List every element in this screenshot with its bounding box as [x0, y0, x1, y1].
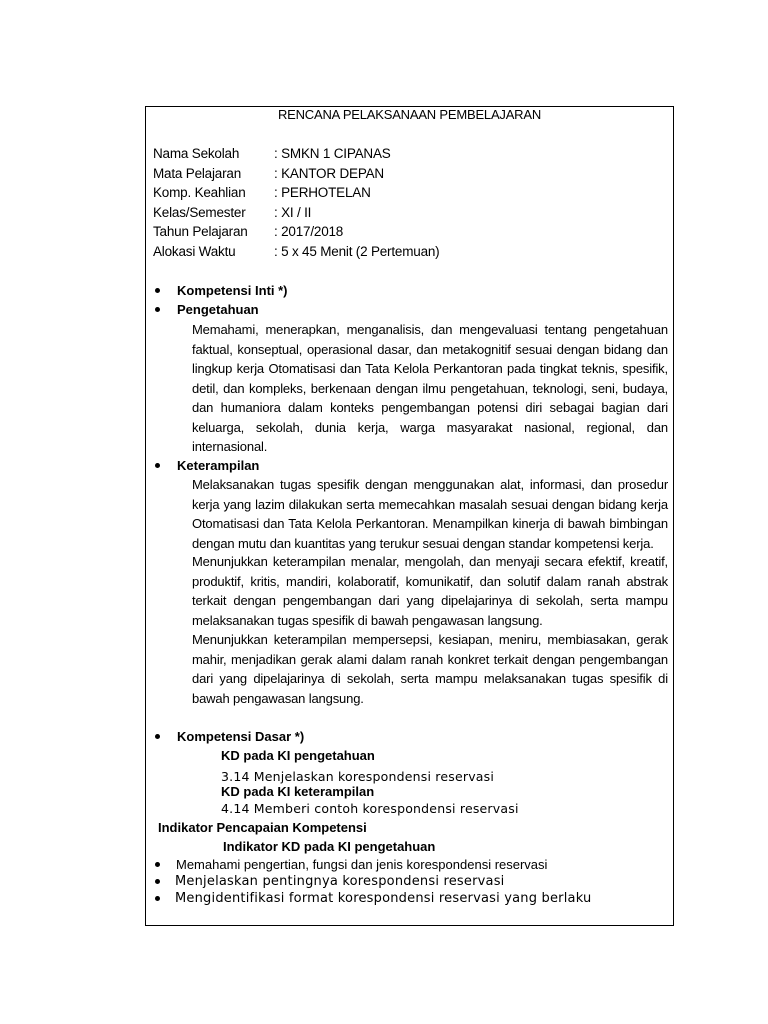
identity-label: Nama Sekolah: [153, 146, 240, 161]
identity-value: : PERHOTELAN: [274, 185, 371, 200]
identity-label: Komp. Keahlian: [153, 185, 246, 200]
ipk-heading: Indikator Pencapaian Kompetensi: [158, 820, 367, 835]
document-title: RENCANA PELAKSANAAN PEMBELAJARAN: [277, 107, 542, 122]
keterampilan-heading: Keterampilan: [177, 458, 260, 473]
kd-heading: Kompetensi Dasar *): [177, 729, 305, 744]
pengetahuan-bullet: [153, 300, 259, 320]
identity-value: : KANTOR DEPAN: [274, 165, 384, 181]
identity-block: [153, 144, 439, 261]
identity-label: Alokasi Waktu: [153, 243, 236, 259]
identity-label: Mata Pelajaran: [153, 165, 242, 181]
ipk-item-text: Mengidentifikasi format korespondensi reservasi yang berlaku: [175, 891, 592, 906]
kd-keterampilan-heading: KD pada KI keterampilan: [221, 784, 375, 799]
ipk-item-text: Menjelaskan pentingnya korespondensi reservasi: [175, 874, 505, 889]
keterampilan-bullet: [153, 456, 259, 476]
kd-pengetahuan-item: 3.14 Menjelaskan korespondensi reservasi: [221, 769, 495, 784]
identity-row: [153, 144, 439, 164]
identity-row: [153, 164, 439, 184]
identity-label: Kelas/Semester: [153, 204, 246, 220]
kd-bullet: [153, 727, 304, 747]
ki-bullet: [153, 281, 288, 301]
ipk-sub-heading: Indikator KD pada KI pengetahuan: [223, 839, 436, 854]
ipk-list-item: [153, 856, 547, 873]
ipk-list-item: [153, 890, 591, 907]
identity-value: : 2017/2018: [274, 224, 344, 239]
identity-row: [153, 203, 439, 223]
ki-heading: Kompetensi Inti *): [177, 283, 288, 298]
kd-keterampilan-item-row: [221, 799, 519, 819]
keterampilan-paragraph-2: Menunjukkan keterampilan menalar, mengolah, dan menyaji secara efektif, kreatif, produktif, kritis, mandiri, kolaboratif, komunikatif, dan solutif dalam ranah abstrak terkait dengan pengembangan dari yang dipelajarinya di sekolah, serta mampu melaksanakan tugas spesifik di bawah pengawasan langsung.: [192, 554, 668, 628]
keterampilan-paragraph-3: Menunjukkan keterampilan mempersepsi, kesiapan, meniru, membiasakan, gerak mahir, menjadikan gerak alami dalam ranah konkret terkait dengan pengembangan dari yang dipelajarinya di sekolah, serta mampu melaksanakan tugas spesifik di bawah pengawasan langsung.: [192, 632, 668, 706]
identity-value: : XI / II: [274, 204, 312, 220]
pengetahuan-heading: Pengetahuan: [177, 302, 259, 317]
identity-label: Tahun Pelajaran: [153, 224, 248, 239]
identity-row: [153, 183, 439, 203]
ipk-heading-row: [158, 818, 367, 838]
ipk-item-text: Memahami pengertian, fungsi dan jenis korespondensi reservasi: [176, 857, 548, 872]
identity-value: : SMKN 1 CIPANAS: [274, 146, 391, 161]
kd-pengetahuan-heading-row: [221, 746, 375, 766]
kd-keterampilan-item: 4.14 Memberi contoh korespondensi reservasi: [221, 801, 519, 816]
pengetahuan-text: Memahami, menerapkan, menganalisis, dan mengevaluasi tentang pengetahuan faktual, konseptual, operasional dasar, dan metakognitif sesuai dengan bidang dan lingkup kerja Otomatisasi dan Tata Kelola Perkantoran pada tingkat teknis, spesifik, detil, dan kompleks, berkenaan dengan ilmu pengetahuan, teknologi, seni, budaya, dan humaniora dalam konteks pengembangan potensi diri sebagai bagian dari keluarga, sekolah, dunia kerja, warga masyarakat nasional, regional, dan internasional.: [192, 322, 668, 454]
ipk-sub-heading-row: [223, 837, 435, 857]
ipk-list-item: [153, 873, 505, 890]
identity-row: [153, 242, 439, 262]
keterampilan-paragraph-1: Melaksanakan tugas spesifik dengan menggunakan alat, informasi, dan prosedur kerja yang lazim dilakukan serta memecahkan masalah sesuai dengan bidang kerja Otomatisasi dan Tata Kelola Perkantoran. Menampilkan kinerja di bawah bimbingan dengan mutu dan kuantitas yang terukur sesuai dengan standar kompetensi kerja.: [192, 477, 668, 551]
identity-row: [153, 222, 439, 242]
kd-pengetahuan-heading: KD pada KI pengetahuan: [221, 748, 375, 763]
identity-value: : 5 x 45 Menit (2 Pertemuan): [274, 243, 440, 259]
